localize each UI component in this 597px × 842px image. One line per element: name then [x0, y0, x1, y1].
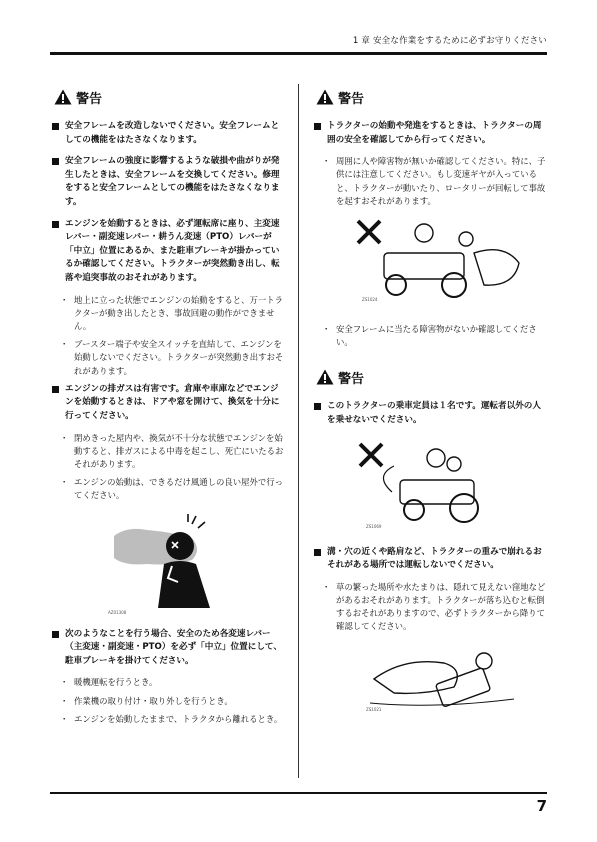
warning-item: 次のようなことを行う場合、安全のため各変速レバー（主変速・副変速・PTO）を必ず「中立」位置にして、駐車ブレーキを掛けてください。	[52, 628, 284, 669]
warning-item: 安全フレームの強度に影響するような破損や曲がりが発生したときは、安全フレームを交換してください。修理をすると安全フレームとしての機能をはたさなくなります。	[52, 155, 284, 209]
warning-item: トラクターの始動や発進をするときは、トラクターの周囲の安全を確認してから行ってください。	[314, 120, 546, 147]
warning-subitem: ・ 閉めきった屋内や、換気が不十分な状態でエンジンを始動すると、排ガスによる中毒を起こし、死亡にいたるおそれがあります。	[52, 432, 284, 472]
warning-label: 警告	[76, 91, 103, 107]
page-number: 7	[536, 797, 547, 815]
warning-subitem: ・ 作業機の取り付け・取り外しを行うとき。	[52, 695, 284, 708]
warning-subitem: ・ 草の繁った場所や水たまりは、隠れて見えない窪地などがあるおそれがあります。トラクターが落ち込むと転倒するおそれがありますので、必ずトラクターから降りて確認してください。	[314, 581, 546, 634]
warning-item: エンジンの排ガスは有害です。倉庫や車庫などでエンジンを始動するときは、ドアや窓を開けて、換気を十分に行ってください。	[52, 383, 284, 424]
warning-triangle-icon	[316, 89, 334, 105]
footer-rule	[50, 792, 547, 794]
tractor-children-illustration	[314, 213, 546, 313]
figure-code: AZ01308	[108, 609, 127, 615]
tractor-hazard-icon	[314, 213, 546, 313]
warning-label: 警告	[338, 371, 365, 387]
warning-item: エンジンを始動するときは、必ず運転席に座り、主変速レバー・副変速レバー・耕うん変速（PTO）レバーが「中立」位置にあるか、また駐車ブレーキが掛かっているか確認してください。トラクターが突然動き出し、転落や追突事故のおそれがあります。	[52, 218, 284, 286]
warning-subitem: ・ ブースター端子や安全スイッチを直結して、エンジンを始動しないでください。トラクターが突然動き出すおそれがあります。	[52, 338, 284, 378]
tractor-overturn-icon	[314, 639, 546, 717]
overturn-illustration	[314, 639, 546, 717]
warning-heading	[316, 366, 546, 388]
warning-subitem: ・ 地上に立った状態でエンジンの始動をすると、万一トラクターが動き出したとき、事故回避の動作ができません。	[52, 294, 284, 334]
warning-item: 溝・穴の近くや路肩など、トラクターの重みで崩れるおそれがある場所では運転しないでください。	[314, 546, 546, 573]
left-column	[52, 86, 284, 731]
warning-item: 安全フレームを改造しないでください。安全フレームとしての機能をはたさなくなります。	[52, 120, 284, 147]
warning-heading	[54, 86, 284, 108]
warning-subitem: ・ 安全フレームに当たる障害物がないか確認してください。	[314, 323, 546, 349]
passenger-hazard-icon	[314, 436, 546, 536]
header-rule	[50, 52, 547, 55]
warning-subitem: ・ 周囲に人や障害物が無いか確認してください。特に、子供には注意してください。もし変速ギヤが入っていると、トラクターが動いたり、ロータリーが回転して事故を起すおそれがあります。	[314, 155, 546, 208]
warning-triangle-icon	[54, 89, 72, 105]
exhaust-gas-illustration	[52, 508, 284, 618]
passenger-illustration	[314, 436, 546, 536]
figure-code: ZS1024	[362, 297, 378, 302]
chapter-title: 1 章 安全な作業をするために必ずお守りください	[352, 36, 547, 46]
warning-subitem: ・ 暖機運転を行うとき。	[52, 676, 284, 689]
figure-code: ZS1021	[366, 706, 382, 712]
warning-heading	[316, 86, 546, 108]
figure-code: ZS1069	[366, 523, 382, 529]
warning-label: 警告	[338, 91, 365, 107]
warning-item: このトラクターの乗車定員は１名です。運転者以外の人を乗せないでください。	[314, 400, 546, 427]
column-divider	[298, 84, 299, 778]
warning-subitem: ・ エンジンを始動したままで、トラクタから離れるとき。	[52, 713, 284, 726]
warning-subitem: ・ エンジンの始動は、できるだけ風通しの良い屋外で行ってください。	[52, 476, 284, 502]
choking-person-icon	[52, 508, 284, 618]
right-column	[314, 86, 546, 727]
warning-triangle-icon	[316, 369, 334, 385]
